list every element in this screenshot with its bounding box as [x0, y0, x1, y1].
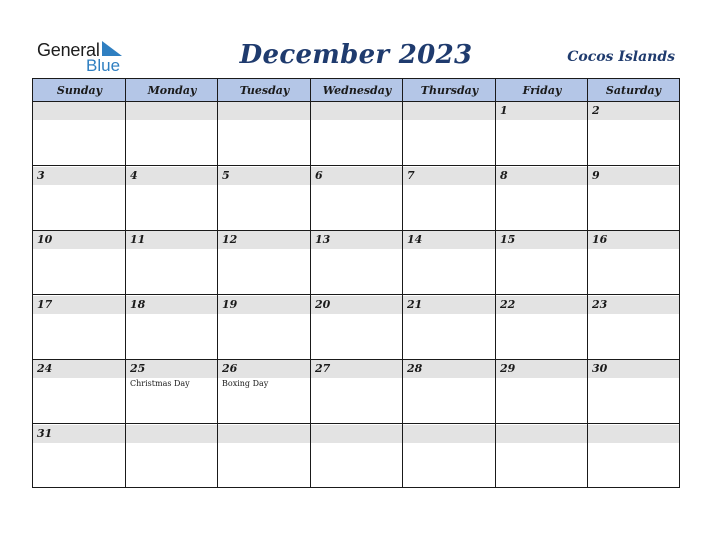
calendar-week-row [33, 425, 679, 489]
day-number-band [403, 167, 495, 185]
day-number-band [126, 425, 217, 443]
day-number: 20 [315, 298, 331, 311]
calendar-week-row [33, 296, 679, 360]
day-cell [588, 231, 679, 294]
weekday-header-row [33, 79, 679, 102]
day-number: 29 [500, 362, 516, 375]
day-cell [588, 296, 679, 359]
day-number: 22 [500, 298, 516, 311]
logo-word-blue: Blue [86, 56, 121, 75]
day-cell [33, 167, 125, 230]
day-number: 14 [407, 233, 423, 246]
day-number: 11 [130, 233, 146, 246]
day-cell [403, 167, 495, 230]
day-cell [311, 167, 402, 230]
day-cell [496, 425, 587, 488]
day-number-band [403, 102, 495, 120]
weekday-header: Sunday [56, 84, 103, 97]
day-cell [588, 102, 679, 165]
column-divider [125, 79, 126, 487]
day-number-band [311, 102, 402, 120]
logo-word-general: General [37, 40, 100, 60]
day-number: 31 [37, 427, 53, 440]
day-number-band [588, 167, 679, 185]
day-number: 1 [500, 104, 508, 117]
day-number: 27 [315, 362, 331, 375]
day-number-band [588, 425, 679, 443]
weekday-header: Friday [522, 84, 562, 97]
column-divider [587, 79, 588, 487]
holiday-label: Christmas Day [130, 379, 190, 388]
day-number: 15 [500, 233, 516, 246]
day-number-band [311, 425, 402, 443]
day-number: 12 [222, 233, 238, 246]
day-cell [588, 360, 679, 423]
day-number-band [496, 167, 587, 185]
day-number: 10 [37, 233, 53, 246]
day-number-band [588, 102, 679, 120]
day-number-band [218, 102, 310, 120]
day-cell [496, 296, 587, 359]
day-cell [126, 231, 217, 294]
day-number: 16 [592, 233, 608, 246]
day-number: 30 [592, 362, 608, 375]
day-cell [33, 296, 125, 359]
weekday-header: Saturday [605, 84, 662, 97]
day-cell [218, 102, 310, 165]
day-cell [311, 296, 402, 359]
day-number-band [403, 425, 495, 443]
day-cell [403, 102, 495, 165]
day-cell [496, 360, 587, 423]
day-number-band [126, 167, 217, 185]
day-number-band [218, 167, 310, 185]
day-cell [218, 231, 310, 294]
day-cell [496, 231, 587, 294]
weekday-header: Tuesday [239, 84, 290, 97]
day-cell [403, 296, 495, 359]
day-cell [311, 231, 402, 294]
day-cell [33, 360, 125, 423]
day-cell [496, 167, 587, 230]
day-number: 3 [37, 169, 45, 182]
day-cell [126, 102, 217, 165]
day-number: 17 [37, 298, 53, 311]
day-number: 28 [407, 362, 423, 375]
calendar-week-row [33, 102, 679, 166]
day-number: 24 [37, 362, 53, 375]
weekday-header: Thursday [420, 84, 479, 97]
day-cell [218, 296, 310, 359]
day-number: 23 [592, 298, 608, 311]
day-cell [403, 231, 495, 294]
day-number-band [496, 425, 587, 443]
holiday-label: Boxing Day [222, 379, 269, 388]
day-number: 4 [130, 169, 138, 182]
day-cell [126, 167, 217, 230]
weekday-header: Monday [147, 84, 197, 97]
day-cell [496, 102, 587, 165]
day-number: 8 [500, 169, 508, 182]
calendar-title: December 2023 [239, 40, 473, 70]
calendar-grid [32, 78, 680, 488]
day-number: 19 [222, 298, 238, 311]
day-number: 26 [222, 362, 238, 375]
day-cell [33, 102, 125, 165]
column-divider [402, 79, 403, 487]
day-cell [588, 425, 679, 488]
column-divider [495, 79, 496, 487]
day-number: 2 [592, 104, 600, 117]
day-cell [403, 425, 495, 488]
day-number-band [311, 167, 402, 185]
country-name: Cocos Islands [567, 49, 675, 65]
weekday-header: Wednesday [322, 84, 392, 97]
calendar-week-row [33, 231, 679, 295]
day-cell [218, 167, 310, 230]
day-number: 25 [130, 362, 146, 375]
day-cell [33, 425, 125, 488]
day-number: 6 [315, 169, 323, 182]
day-number: 13 [315, 233, 331, 246]
column-divider [310, 79, 311, 487]
day-cell [126, 425, 217, 488]
day-number-band [218, 425, 310, 443]
day-number-band [126, 102, 217, 120]
day-cell [588, 167, 679, 230]
day-number-band [496, 102, 587, 120]
day-cell [311, 425, 402, 488]
day-cell [33, 231, 125, 294]
column-divider [217, 79, 218, 487]
day-cell [218, 425, 310, 488]
day-cell [311, 102, 402, 165]
day-number: 9 [592, 169, 600, 182]
day-number-band [33, 102, 125, 120]
day-number: 21 [407, 298, 423, 311]
day-cell [311, 360, 402, 423]
day-cell [126, 360, 217, 423]
day-number: 18 [130, 298, 146, 311]
calendar-week-row [33, 360, 679, 424]
day-number: 7 [407, 169, 415, 182]
day-number-band [33, 167, 125, 185]
day-cell [218, 360, 310, 423]
day-cell [126, 296, 217, 359]
day-number: 5 [222, 169, 230, 182]
day-cell [403, 360, 495, 423]
calendar-week-row [33, 167, 679, 231]
